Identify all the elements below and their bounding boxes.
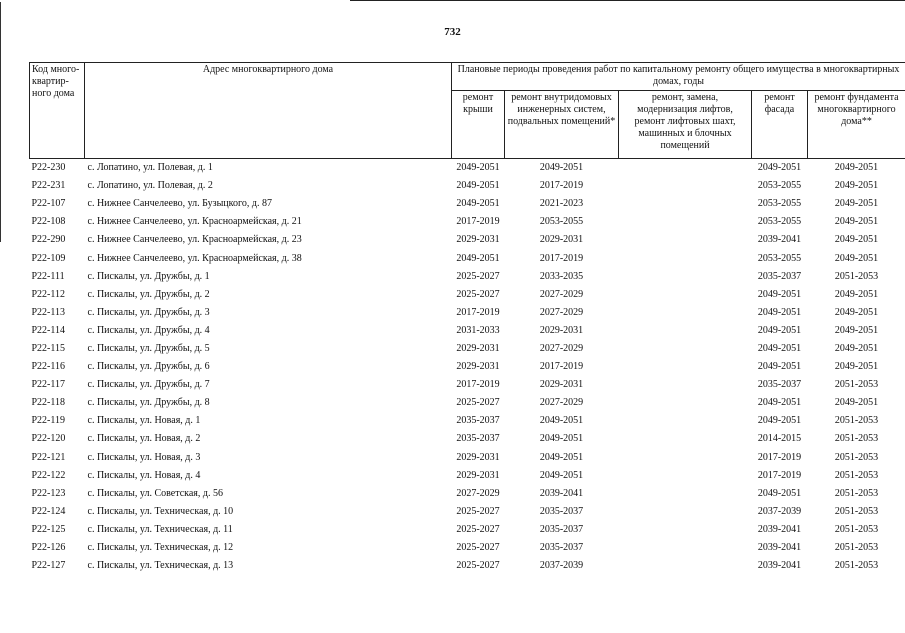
left-scan-edge	[0, 2, 1, 242]
cell-systems: 2017-2019	[539, 180, 584, 192]
cell-systems: 2053-2055	[539, 216, 584, 228]
cell-systems: 2039-2041	[539, 487, 584, 499]
cell-roof: 2049-2051	[456, 198, 500, 210]
header-address: Адрес многоквартирного дома	[85, 63, 452, 159]
cell-foundation: 2051-2053	[834, 523, 879, 535]
cell-elevators	[619, 340, 752, 358]
cell-facade: 2049-2051	[757, 361, 802, 373]
table-row	[30, 322, 905, 340]
cell-foundation: 2049-2051	[834, 180, 879, 192]
cell-facade: 2053-2055	[757, 180, 802, 192]
cell-systems: 2029-2031	[539, 234, 584, 246]
cell-code: Р22-117	[31, 379, 66, 391]
cell-facade: 2049-2051	[757, 397, 802, 409]
table-row	[30, 249, 905, 267]
cell-systems: 2049-2051	[539, 162, 584, 174]
cell-systems: 2017-2019	[539, 252, 584, 264]
cell-address: с. Лопатино, ул. Полевая, д. 2	[87, 180, 213, 192]
cell-facade: 2053-2055	[757, 252, 802, 264]
cell-code: Р22-119	[31, 415, 66, 427]
cell-roof: 2017-2019	[456, 216, 500, 228]
cell-elevators	[619, 213, 752, 231]
cell-facade: 2035-2037	[757, 379, 802, 391]
cell-facade: 2049-2051	[757, 342, 802, 354]
cell-elevators	[619, 557, 752, 575]
cell-facade: 2039-2041	[757, 560, 802, 572]
cell-roof: 2017-2019	[456, 306, 500, 318]
header-periods: Плановые периоды проведения работ по капитальному ремонту общего имущества в многоквартирных домах, годы	[452, 63, 905, 91]
cell-facade: 2039-2041	[757, 523, 802, 535]
cell-facade: 2049-2051	[757, 288, 802, 300]
cell-code: Р22-230	[31, 162, 66, 174]
table-row	[30, 412, 905, 430]
cell-address: с. Пискалы, ул. Дружбы, д. 3	[87, 306, 210, 318]
cell-roof: 2029-2031	[456, 451, 500, 463]
cell-address: с. Пискалы, ул. Новая, д. 1	[87, 415, 201, 427]
cell-code: Р22-231	[31, 180, 66, 192]
cell-code: Р22-107	[31, 198, 66, 210]
cell-roof: 2049-2051	[456, 180, 500, 192]
cell-elevators	[619, 177, 752, 195]
cell-roof: 2025-2027	[456, 560, 500, 572]
cell-roof: 2025-2027	[456, 505, 500, 517]
cell-foundation: 2051-2053	[834, 270, 879, 282]
cell-roof: 2025-2027	[456, 270, 500, 282]
cell-facade: 2017-2019	[757, 451, 802, 463]
cell-systems: 2049-2051	[539, 469, 584, 481]
cell-foundation: 2051-2053	[834, 542, 879, 554]
cell-roof: 2029-2031	[456, 361, 500, 373]
table-row	[30, 268, 905, 286]
cell-foundation: 2049-2051	[834, 288, 879, 300]
table-row	[30, 358, 905, 376]
cell-systems: 2027-2029	[539, 306, 584, 318]
cell-address: с. Пискалы, ул. Дружбы, д. 6	[87, 361, 210, 373]
cell-systems: 2027-2029	[539, 397, 584, 409]
cell-code: Р22-118	[31, 397, 66, 409]
header-foundation: ремонт фундамента многоквартирного дома**	[808, 91, 905, 159]
cell-code: Р22-290	[31, 234, 66, 246]
header-roof: ремонт крыши	[452, 91, 505, 159]
cell-foundation: 2049-2051	[834, 306, 879, 318]
table-row	[30, 539, 905, 557]
cell-systems: 2037-2039	[539, 560, 584, 572]
cell-foundation: 2051-2053	[834, 451, 879, 463]
cell-address: с. Пискалы, ул. Новая, д. 2	[87, 433, 201, 445]
cell-systems: 2029-2031	[539, 379, 584, 391]
cell-address: с. Пискалы, ул. Советская, д. 56	[87, 487, 223, 499]
cell-foundation: 2049-2051	[834, 324, 879, 336]
cell-foundation: 2049-2051	[834, 234, 879, 246]
page-number: 732	[444, 26, 461, 38]
cell-roof: 2049-2051	[456, 252, 500, 264]
cell-systems: 2017-2019	[539, 361, 584, 373]
cell-foundation: 2049-2051	[834, 252, 879, 264]
cell-foundation: 2051-2053	[834, 415, 879, 427]
cell-roof: 2029-2031	[456, 234, 500, 246]
cell-address: с. Лопатино, ул. Полевая, д. 1	[87, 162, 213, 174]
cell-elevators	[619, 485, 752, 503]
cell-code: Р22-127	[31, 560, 66, 572]
cell-elevators	[619, 521, 752, 539]
header-facade: ремонт фасада	[752, 91, 808, 159]
cell-address: с. Пискалы, ул. Дружбы, д. 4	[87, 324, 210, 336]
cell-code: Р22-125	[31, 523, 66, 535]
cell-systems: 2035-2037	[539, 523, 584, 535]
table-row	[30, 177, 905, 195]
cell-roof: 2035-2037	[456, 415, 500, 427]
cell-facade: 2049-2051	[757, 324, 802, 336]
cell-address: с. Пискалы, ул. Дружбы, д. 1	[87, 270, 210, 282]
cell-facade: 2035-2037	[757, 270, 802, 282]
cell-systems: 2027-2029	[539, 288, 584, 300]
cell-foundation: 2051-2053	[834, 487, 879, 499]
cell-code: Р22-122	[31, 469, 66, 481]
cell-systems: 2021-2023	[539, 198, 584, 210]
cell-foundation: 2051-2053	[834, 505, 879, 517]
table-row	[30, 213, 905, 231]
cell-address: с. Пискалы, ул. Дружбы, д. 2	[87, 288, 210, 300]
cell-roof: 2027-2029	[456, 487, 500, 499]
cell-code: Р22-126	[31, 542, 66, 554]
table-row	[30, 394, 905, 412]
cell-systems: 2049-2051	[539, 451, 584, 463]
cell-roof: 2025-2027	[456, 523, 500, 535]
cell-elevators	[619, 503, 752, 521]
cell-address: с. Пискалы, ул. Техническая, д. 10	[87, 505, 234, 517]
cell-elevators	[619, 231, 752, 249]
cell-foundation: 2049-2051	[834, 342, 879, 354]
cell-address: с. Нижнее Санчелеево, ул. Красноармейская, д. 38	[87, 252, 302, 264]
cell-elevators	[619, 268, 752, 286]
cell-code: Р22-123	[31, 487, 66, 499]
table-row	[30, 557, 905, 575]
cell-address: с. Пискалы, ул. Дружбы, д. 7	[87, 379, 210, 391]
cell-address: с. Нижнее Санчелеево, ул. Красноармейская, д. 21	[87, 216, 302, 228]
repair-schedule-table	[29, 62, 905, 575]
cell-code: Р22-108	[31, 216, 66, 228]
cell-foundation: 2049-2051	[834, 397, 879, 409]
cell-foundation: 2051-2053	[834, 379, 879, 391]
cell-facade: 2017-2019	[757, 469, 802, 481]
cell-facade: 2049-2051	[757, 306, 802, 318]
cell-address: с. Пискалы, ул. Техническая, д. 13	[87, 560, 234, 572]
table-row	[30, 195, 905, 213]
cell-code: Р22-111	[31, 270, 65, 282]
cell-facade: 2053-2055	[757, 198, 802, 210]
cell-systems: 2033-2035	[539, 270, 584, 282]
cell-elevators	[619, 412, 752, 430]
table-row	[30, 159, 905, 178]
cell-elevators	[619, 249, 752, 267]
cell-elevators	[619, 304, 752, 322]
cell-elevators	[619, 286, 752, 304]
cell-elevators	[619, 358, 752, 376]
cell-code: Р22-116	[31, 361, 66, 373]
cell-roof: 2025-2027	[456, 542, 500, 554]
cell-foundation: 2051-2053	[834, 469, 879, 481]
table-row	[30, 376, 905, 394]
cell-roof: 2025-2027	[456, 288, 500, 300]
cell-elevators	[619, 539, 752, 557]
cell-code: Р22-112	[31, 288, 66, 300]
header-elevators: ремонт, замена, модернизация лифтов, ремонт лифтовых шахт, машинных и блочных помещений	[619, 91, 752, 159]
header-code: Код много-квартир-ного дома	[30, 63, 85, 159]
cell-facade: 2039-2041	[757, 234, 802, 246]
cell-foundation: 2049-2051	[834, 198, 879, 210]
cell-code: Р22-124	[31, 505, 66, 517]
cell-elevators	[619, 159, 752, 178]
cell-address: с. Пискалы, ул. Техническая, д. 12	[87, 542, 234, 554]
cell-systems: 2027-2029	[539, 342, 584, 354]
cell-address: с. Пискалы, ул. Дружбы, д. 8	[87, 397, 210, 409]
cell-facade: 2049-2051	[757, 415, 802, 427]
cell-facade: 2049-2051	[757, 487, 802, 499]
table-row	[30, 521, 905, 539]
cell-address: с. Пискалы, ул. Новая, д. 3	[87, 451, 201, 463]
cell-roof: 2017-2019	[456, 379, 500, 391]
cell-code: Р22-120	[31, 433, 66, 445]
cell-roof: 2025-2027	[456, 397, 500, 409]
cell-elevators	[619, 449, 752, 467]
cell-elevators	[619, 195, 752, 213]
table-row	[30, 467, 905, 485]
cell-code: Р22-121	[31, 451, 66, 463]
cell-roof: 2049-2051	[456, 162, 500, 174]
cell-facade: 2053-2055	[757, 216, 802, 228]
cell-code: Р22-113	[31, 306, 66, 318]
cell-address: с. Пискалы, ул. Техническая, д. 11	[87, 523, 233, 535]
cell-elevators	[619, 322, 752, 340]
cell-foundation: 2049-2051	[834, 162, 879, 174]
table-row	[30, 304, 905, 322]
cell-code: Р22-114	[31, 324, 66, 336]
table-row	[30, 286, 905, 304]
cell-foundation: 2051-2053	[834, 560, 879, 572]
cell-address: с. Нижнее Санчелеево, ул. Бузыцкого, д. 87	[87, 198, 272, 210]
cell-systems: 2035-2037	[539, 542, 584, 554]
cell-roof: 2029-2031	[456, 469, 500, 481]
cell-address: с. Пискалы, ул. Новая, д. 4	[87, 469, 201, 481]
cell-roof: 2031-2033	[456, 324, 500, 336]
cell-foundation: 2049-2051	[834, 216, 879, 228]
table-row	[30, 503, 905, 521]
cell-code: Р22-115	[31, 342, 66, 354]
table-row	[30, 430, 905, 448]
cell-foundation: 2049-2051	[834, 361, 879, 373]
table-row	[30, 231, 905, 249]
cell-systems: 2049-2051	[539, 415, 584, 427]
cell-systems: 2049-2051	[539, 433, 584, 445]
cell-address: с. Нижнее Санчелеево, ул. Красноармейская, д. 23	[87, 234, 302, 246]
table-row	[30, 485, 905, 503]
cell-facade: 2049-2051	[757, 162, 802, 174]
cell-facade: 2014-2015	[757, 433, 802, 445]
cell-roof: 2029-2031	[456, 342, 500, 354]
cell-elevators	[619, 376, 752, 394]
cell-address: с. Пискалы, ул. Дружбы, д. 5	[87, 342, 210, 354]
cell-elevators	[619, 394, 752, 412]
cell-foundation: 2051-2053	[834, 433, 879, 445]
cell-elevators	[619, 430, 752, 448]
cell-facade: 2037-2039	[757, 505, 802, 517]
top-rule	[350, 0, 905, 1]
header-systems: ремонт внутридомовых инженерных систем, подвальных помещений*	[505, 91, 619, 159]
cell-systems: 2035-2037	[539, 505, 584, 517]
table-row	[30, 340, 905, 358]
table-row	[30, 449, 905, 467]
cell-roof: 2035-2037	[456, 433, 500, 445]
cell-facade: 2039-2041	[757, 542, 802, 554]
cell-elevators	[619, 467, 752, 485]
cell-systems: 2029-2031	[539, 324, 584, 336]
cell-code: Р22-109	[31, 252, 66, 264]
